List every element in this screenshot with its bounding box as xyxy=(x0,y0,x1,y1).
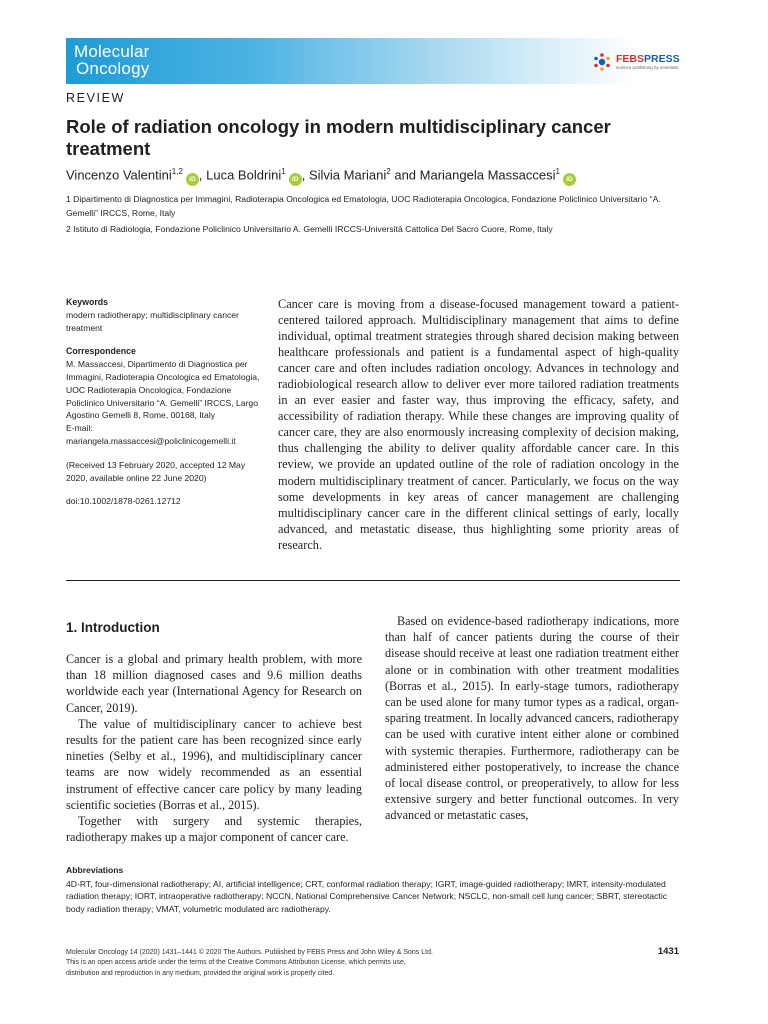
body-column-right xyxy=(385,613,679,824)
orcid-icon[interactable]: iD xyxy=(289,173,302,186)
abbreviations-block xyxy=(66,864,681,915)
section-divider xyxy=(66,580,680,581)
journal-title-line1: Molecular xyxy=(74,42,150,61)
author-separator: , xyxy=(301,167,309,183)
affiliation-item: 1 Dipartimento di Diagnostica per Immagini, Radioterapia Oncologica ed Ematologia, UOC Radioterapia Oncologica, Fondazione Policlinico Universitario “A. Gemelli” IRCCS, Rome, Italy xyxy=(66,194,661,218)
keywords-block xyxy=(66,296,262,334)
febs-press-wordmark xyxy=(616,53,680,65)
body-paragraph: The value of multidisciplinary cancer to achieve best results for the patient care has been recognized since early nineties (Selby et al., 1996), and multidisciplinary cancer teams are now widely recommended as an essential instrument of effective cancer care policy by many leading scientific societies (Borras et al., 2015). xyxy=(66,716,362,812)
febs-wordmark-febs: FEBS xyxy=(616,53,645,65)
doi-block xyxy=(66,495,262,508)
author-name: Luca Boldrini xyxy=(206,167,282,183)
body-column-left xyxy=(66,614,362,845)
affiliations xyxy=(66,193,686,240)
doi-link[interactable]: doi:10.1002/1878-0261.12712 xyxy=(66,496,181,507)
email-label: E-mail: xyxy=(66,423,93,434)
author-name: Vincenzo Valentini xyxy=(66,167,172,183)
keywords-heading: Keywords xyxy=(66,297,109,307)
author-name: Silvia Mariani xyxy=(308,167,387,183)
correspondence-heading: Correspondence xyxy=(66,346,136,357)
page-footer xyxy=(66,948,586,979)
author-affiliation-sup: 1 xyxy=(281,167,286,176)
body-paragraph: Based on evidence-based radiotherapy indications, more than half of cancer patients during the course of their disease should receive at least one radiation treatment either alone or in combination with other treatment modalities (Borras et al., 2015). In early-stage tumors, radiotherapy can be used alone for many tumor types as a radical, organ-sparing treatment. In locally advanced cancers, radiotherapy can be used with curative intent either alone or combined with systemic therapies. Furthermore, radiotherapy can be administered either postoperatively, to increase the chance of local disease control, or preoperatively, to allow for less extensive surgery and better functional outcomes. In very advanced or metastatic cases, xyxy=(385,614,679,823)
journal-title-line2: Oncology xyxy=(76,59,150,78)
dates-block xyxy=(66,459,262,485)
abstract-text: Cancer care is moving from a disease-focused management toward a patient-centered tailored approach. Multidisciplinary management that aims to define individual, optimal treatment strategies through shared decision making between healthcare professionals and patient is a fundamental aspect of high-quality cancer care and often includes radiation oncology. Advances in technology and radiobiological research allow to deliver ever more tailored radiation treatments in an ever easier and faster way, thus improving the efficacy, safety, and accessibility of radiation therapy. While these changes are improving quality of cancer care, they are also enormously increasing complexity of decision making, thus challenging the ability to deliver quality affordable cancer care. In this review, we provide an updated outline of the role of radiation oncology in the modern multidisciplinary treatment of cancer. Particularly, we focus on the way some developments in key areas of cancer management are challenging multidisciplinary cancer care in the different clinical settings of early, locally advanced, and metastatic disease, thus highlighting some priority areas of research. xyxy=(278,297,679,552)
orcid-icon[interactable]: iD xyxy=(563,173,576,186)
email-link[interactable]: mariangela.massaccesi@policlinicogemelli.it xyxy=(66,435,236,446)
author-affiliation-sup: 2 xyxy=(386,167,391,176)
journal-logo xyxy=(74,43,150,77)
correspondence-block xyxy=(66,345,262,447)
page-number: 1431 xyxy=(657,946,679,957)
abbreviations-text: 4D-RT, four-dimensional radiotherapy; AI, artificial intelligence; CRT, conformal radiation therapy; IGRT, image-guided radiotherapy; IMRT, intensity-modulated radiation therapy; IORT, intraoperative radiotherapy; NCCN, National Comprehensive Cancer Network; NSCLC, non-small cell lung cancer; SBRT, stereotactic body radiation therapy; VMAT, volumetric modulated arc radiotherapy. xyxy=(66,878,668,914)
febs-tagline: science publishing by scientists xyxy=(616,65,679,70)
febs-wordmark-press: PRESS xyxy=(644,53,680,65)
article-info-sidebar xyxy=(66,296,262,519)
orcid-icon[interactable]: iD xyxy=(186,173,199,186)
footer-license: distribution and reproduction in any medium, provided the original work is properly cited. xyxy=(66,969,335,977)
footer-license: This is an open access article under the terms of the Creative Commons Attribution License, which permits use, xyxy=(66,959,406,967)
author-separator: , xyxy=(198,167,207,183)
author-separator: and xyxy=(390,167,420,183)
footer-citation: Molecular Oncology 14 (2020) 1431–1441 © 2020 The Authors. Published by FEBS Press and John Wiley & Sons Ltd. xyxy=(66,949,433,956)
article-title: Role of radiation oncology in modern multidisciplinary cancer treatment xyxy=(66,116,611,159)
keywords-text: modern radiotherapy; multidisciplinary cancer treatment xyxy=(66,309,239,333)
affiliation-item: 2 Istituto di Radiologia, Fondazione Policlinico Universitario A. Gemelli IRCCS-Università Cattolica Del Sacro Cuore, Rome, Italy xyxy=(66,224,553,234)
febs-logo-icon xyxy=(592,52,612,72)
section-heading: 1. Introduction xyxy=(66,620,160,635)
correspondence-address: M. Massaccesi, Dipartimento di Diagnostica per Immagini, Radioterapia Oncologica ed Ematologia, UOC Radioterapia Oncologica, Fondazione Policlinico Universitario “A. Gemelli” IRCCS, Largo Agostino Gemelli 8, Rome, 00168, Italy xyxy=(66,359,260,421)
author-affiliation-sup: 1 xyxy=(555,167,560,176)
author-name: Mariangela Massaccesi xyxy=(419,167,556,183)
abbreviations-heading: Abbreviations xyxy=(66,865,124,875)
body-paragraph: Together with surgery and systemic therapies, radiotherapy makes up a major component of cancer care. xyxy=(66,814,362,845)
article-type: REVIEW xyxy=(66,91,125,105)
publication-dates: (Received 13 February 2020, accepted 12 May 2020, available online 22 June 2020) xyxy=(66,459,246,483)
author-list xyxy=(66,167,576,186)
body-paragraph: Cancer is a global and primary health problem, with more than 18 million diagnosed cases and 9.6 million deaths worldwide each year (International Agency for Research on Cancer, 2019). xyxy=(66,652,362,715)
author-affiliation-sup: 1,2 xyxy=(171,167,183,176)
